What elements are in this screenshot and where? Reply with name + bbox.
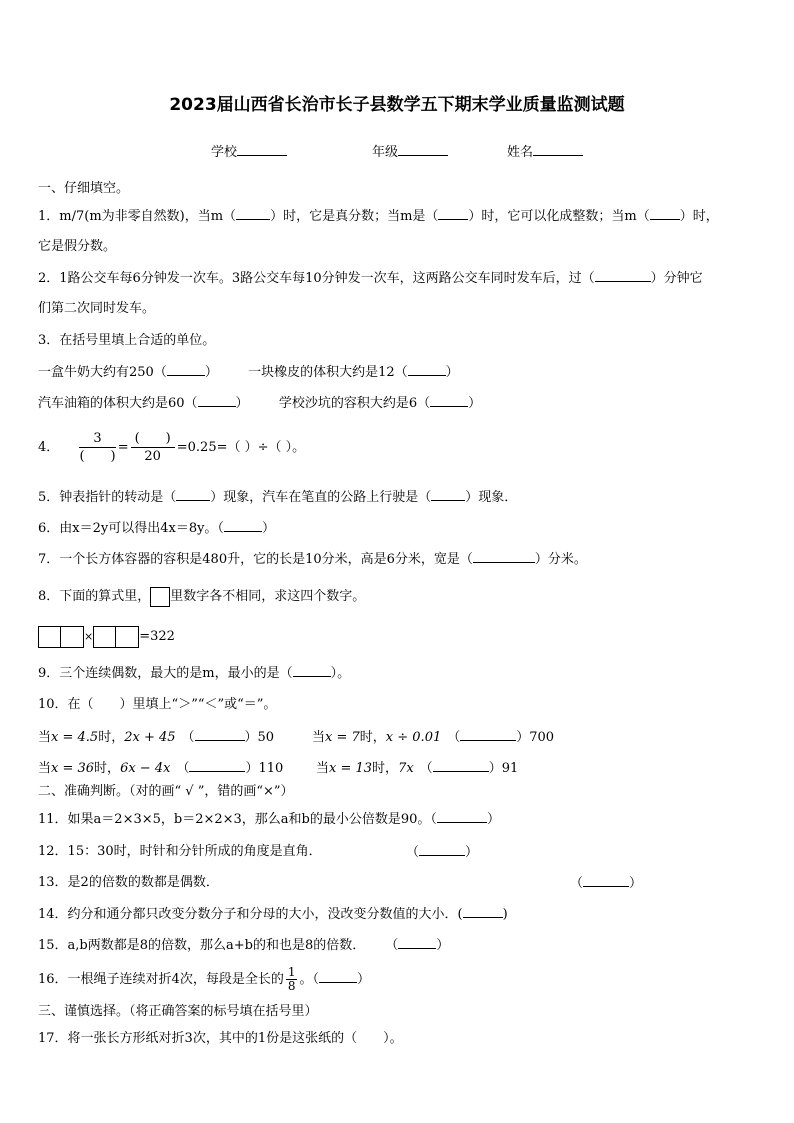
- grade-field[interactable]: [372, 141, 448, 160]
- q8-square-symbol: [150, 587, 170, 607]
- question-8-equation: × =322: [38, 625, 764, 649]
- q10-blank-a[interactable]: [195, 728, 245, 741]
- grade-blank[interactable]: [398, 143, 448, 156]
- question-6: 6．由x＝2y可以得出4x＝8y。（ ）: [38, 521, 275, 536]
- q15-blank[interactable]: [398, 936, 436, 949]
- question-14: 14．约分和通分都只改变分数分子和分母的大小，没改变分数值的大小．( ): [38, 907, 508, 922]
- page-title: 2023届山西省长治市长子县数学五下期末学业质量监测试题: [169, 95, 625, 115]
- question-8: 8．下面的算式里， 里数字各不相同，求这四个数字。: [38, 586, 764, 608]
- question-7: 7．一个长方体容器的容积是480升，它的长是10分米，高是6分米，宽是（ ）分米。: [38, 552, 587, 567]
- question-1-cont: 它是假分数。: [38, 239, 117, 254]
- q3-blank-4[interactable]: [430, 394, 468, 407]
- section-1-heading: 一、仔细填空。: [38, 181, 130, 196]
- q10-item-a: 当x = 4.5时，2x + 45 （ ）50: [38, 730, 275, 745]
- q9-blank[interactable]: [293, 664, 331, 677]
- question-16: 16．一根绳子连续对折4次，每段是全长的 $\frac{1}{8}$ 。（ ）: [38, 965, 370, 993]
- question-3-row-1: 一盒牛奶大约有250（ ） 一块橡皮的体积大约是12（ ）: [38, 365, 459, 380]
- q12-blank[interactable]: [419, 843, 465, 856]
- question-9: 9．三个连续偶数，最大的是m，最小的是（ ）。: [38, 666, 351, 681]
- q10-item-c: 当x = 36时，6x − 4x （ ）110: [38, 761, 284, 776]
- question-1: 1．m/7(m为非零自然数)，当m（ ）时，它是真分数；当m是（ ）时，它可以化成整数；当m（ ）时，: [38, 209, 719, 224]
- q7-blank[interactable]: [473, 550, 535, 563]
- q1-blank-3[interactable]: [650, 207, 680, 220]
- q4-fraction-2: $\frac{( )}{20}$: [131, 430, 175, 465]
- question-2-cont: 们第二次同时发车。: [38, 301, 156, 316]
- q10-item-b: 当x = 7时，x ÷ 0.01 （ ）700: [312, 730, 555, 745]
- question-10: 10．在（ ）里填上“＞”“＜”或“＝”。: [38, 697, 277, 712]
- question-4: 4． $\frac{3}{( )}$ = $\frac{( )}{20}$ =0.25=（ ）÷（ ）。: [38, 431, 306, 464]
- q16-blank[interactable]: [319, 970, 357, 983]
- question-3: 3．在括号里填上合适的单位。: [38, 333, 216, 348]
- q1-blank-2[interactable]: [438, 207, 468, 220]
- question-11: 11．如果a＝2×3×5，b＝2×2×3，那么a和b的最小公倍数是90。（ ）: [38, 812, 500, 827]
- section-2-heading: 二、准确判断。（对的画“ √ ”，错的画“×”）: [38, 784, 294, 799]
- school-field[interactable]: [211, 141, 287, 160]
- question-3-row-2: 汽车油箱的体积大约是60（ ） 学校沙坑的容积大约是6（ ）: [38, 396, 482, 411]
- q16-fraction: $\frac{1}{8}$: [287, 965, 296, 993]
- name-label: 姓名: [507, 145, 534, 160]
- q4-fraction-1: $\frac{3}{( )}$: [79, 431, 116, 464]
- name-blank[interactable]: [533, 143, 583, 156]
- q1-blank-1[interactable]: [236, 207, 270, 220]
- q10-blank-d[interactable]: [433, 759, 489, 772]
- section-3-heading: 三、谨慎选择。（将正确答案的标号填在括号里）: [38, 1004, 318, 1019]
- question-2: 2．1路公交车每6分钟发一次车。3路公交车每10分钟发一次车，这两路公交车同时发车后，过（ ）分钟它: [38, 271, 703, 286]
- question-17: 17．将一张长方形纸对折3次，其中的1份是这张纸的（ ）。: [38, 1031, 403, 1046]
- q14-blank[interactable]: [463, 905, 503, 918]
- q6-blank[interactable]: [224, 519, 262, 532]
- question-5: 5．钟表指针的转动是（ ）现象，汽车在笔直的公路上行驶是（ ）现象．: [38, 490, 518, 505]
- q5-blank-2[interactable]: [431, 488, 465, 501]
- question-13: 13．是2的倍数的数都是偶数． （ ）: [38, 875, 643, 891]
- q8-box-right[interactable]: [93, 626, 139, 648]
- q2-blank[interactable]: [595, 269, 651, 282]
- q8-box-left[interactable]: [38, 626, 84, 648]
- q13-blank[interactable]: [583, 874, 629, 887]
- q3-blank-2[interactable]: [408, 363, 446, 376]
- q10-item-d: 当x = 13时，7x （ ）91: [316, 761, 519, 776]
- q3-blank-1[interactable]: [167, 363, 205, 376]
- q10-blank-b[interactable]: [460, 728, 516, 741]
- q5-blank-1[interactable]: [176, 488, 210, 501]
- question-15: 15．a,b两数都是8的倍数，那么a+b的和也是8的倍数． （ ）: [38, 938, 450, 953]
- grade-label: 年级: [372, 145, 399, 160]
- q3-blank-3[interactable]: [198, 394, 236, 407]
- school-label: 学校: [211, 145, 238, 160]
- school-blank[interactable]: [237, 143, 287, 156]
- q10-blank-c[interactable]: [189, 759, 245, 772]
- q11-blank[interactable]: [437, 810, 487, 823]
- question-12: 12．15：30时，时针和分针所成的角度是直角． （ ）: [38, 844, 479, 860]
- name-field[interactable]: [507, 141, 583, 160]
